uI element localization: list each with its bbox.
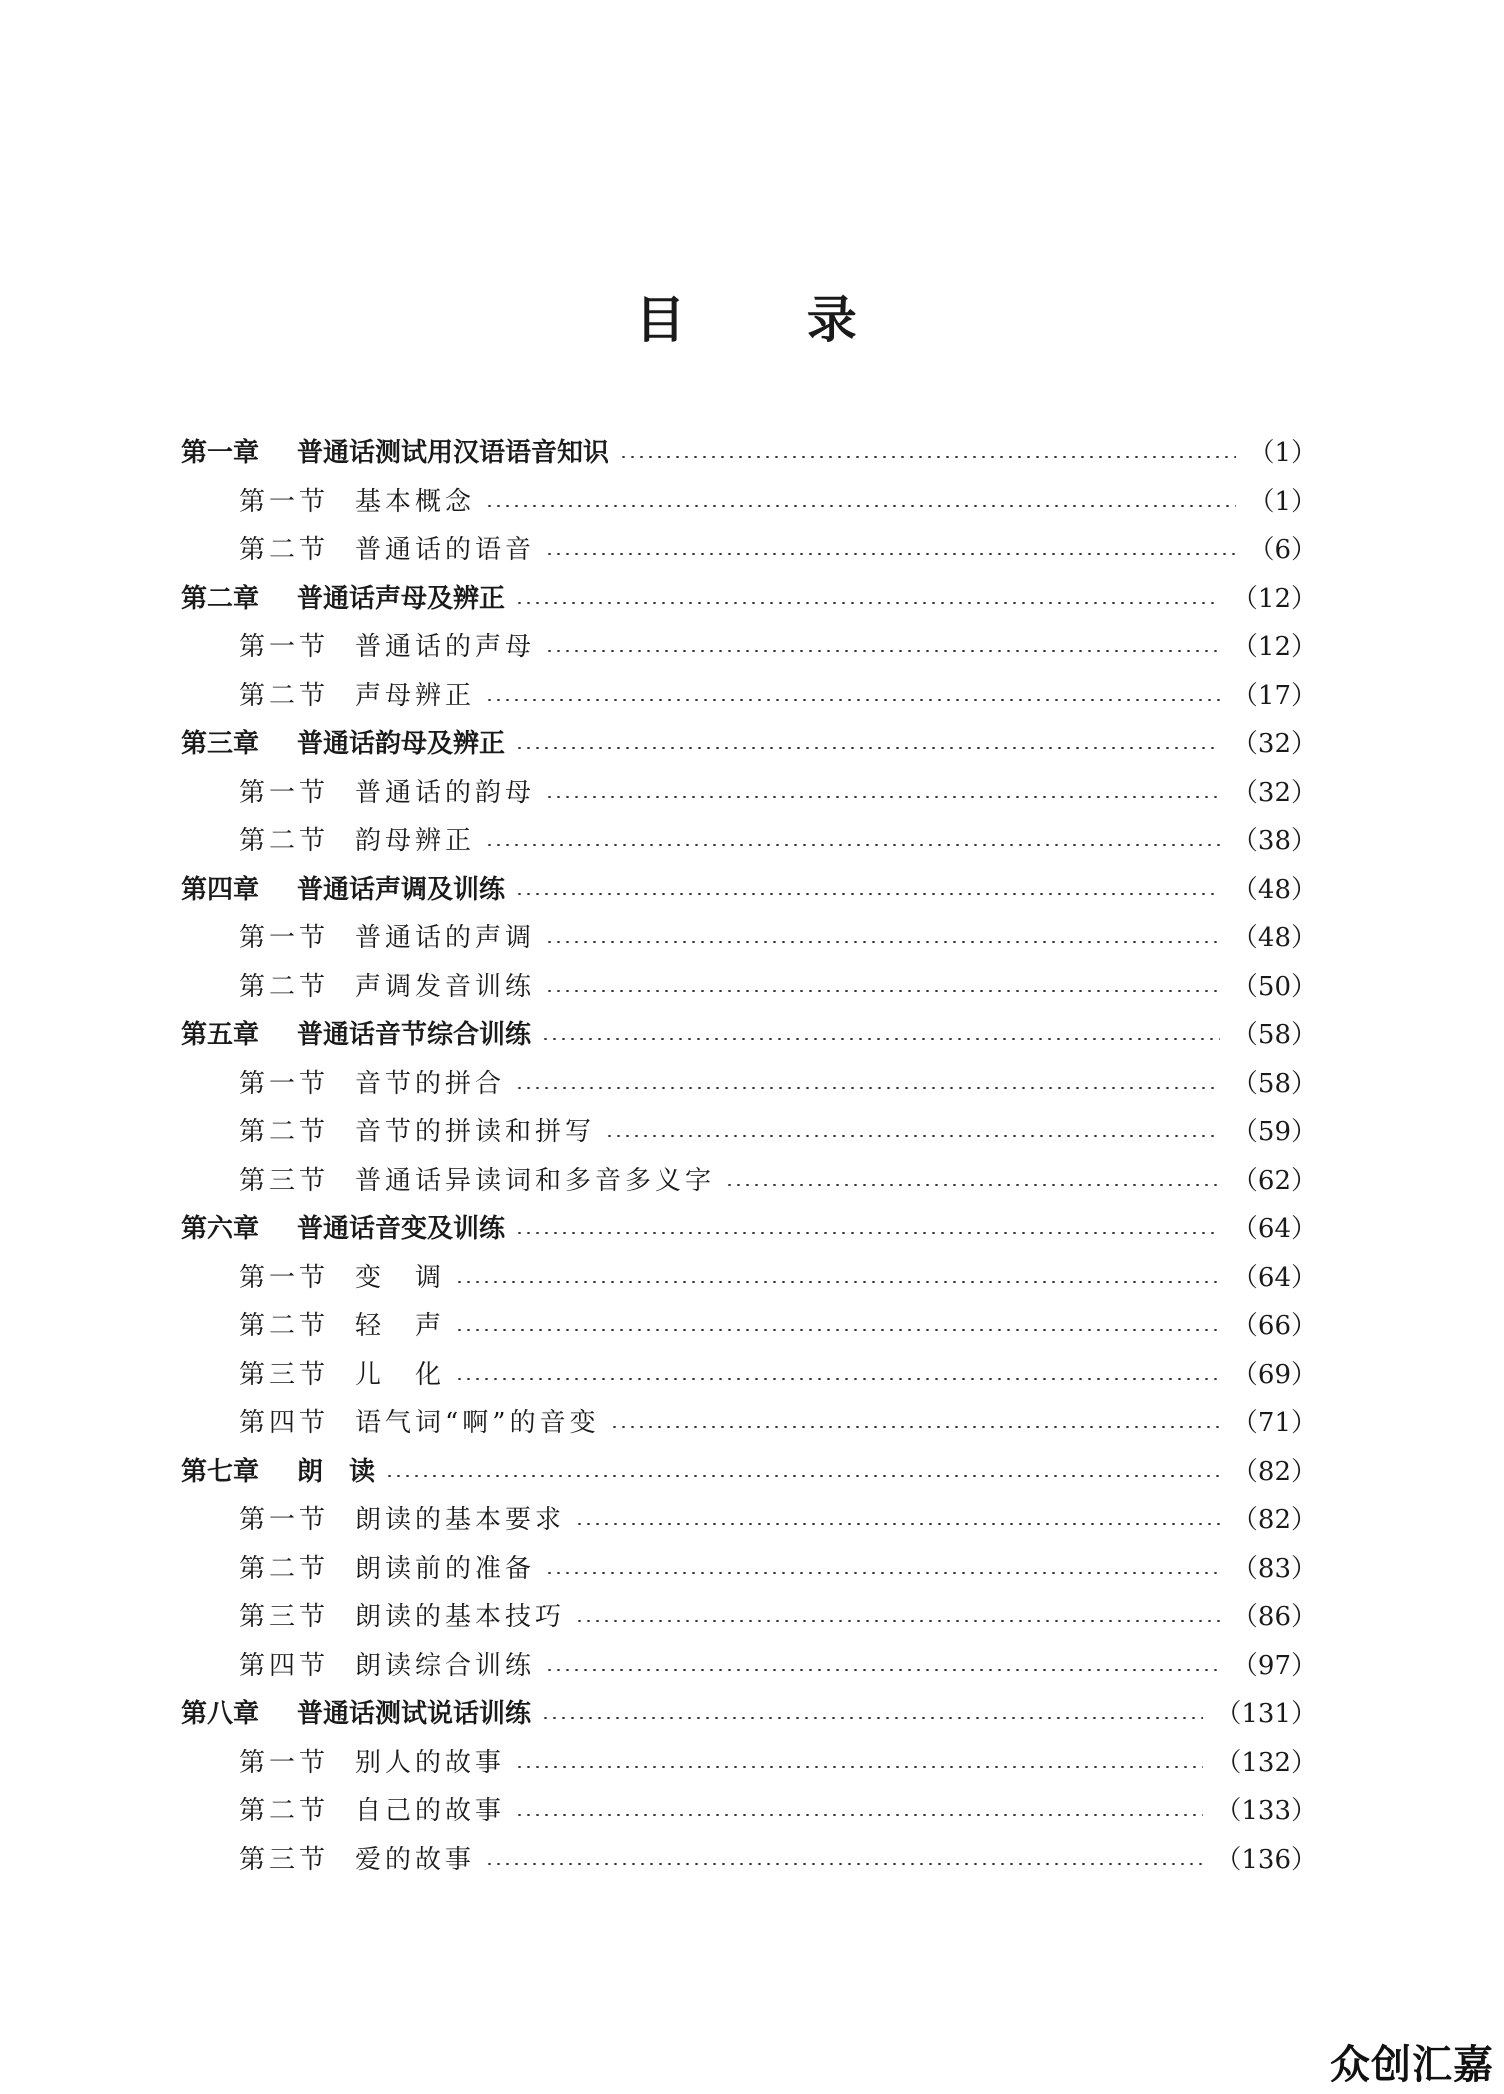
toc-section-entry[interactable] (181, 914, 1317, 963)
toc-page-number: （71） (1231, 1408, 1317, 1439)
dot-leader (545, 990, 1220, 992)
toc-entry-number: 第二节 (239, 971, 330, 1002)
dot-leader (485, 699, 1220, 701)
toc-entry-title: 儿 化 (355, 1359, 446, 1390)
toc-entry-number: 第一节 (239, 777, 330, 808)
toc-entry-number: 第二章 (181, 583, 260, 614)
toc-page-number: （58） (1231, 1020, 1317, 1051)
toc-section-entry[interactable] (181, 1157, 1317, 1206)
toc-entry-title: 韵母辨正 (355, 826, 476, 857)
toc-entry-number: 第四节 (239, 1408, 330, 1439)
dot-leader (515, 1766, 1203, 1768)
toc-entry-number: 第一节 (239, 1505, 330, 1536)
toc-entry-number: 第一节 (239, 923, 330, 954)
toc-entry-title: 声调发音训练 (355, 971, 536, 1002)
toc-page-number: （6） (1248, 535, 1317, 566)
toc-chapter-entry[interactable] (181, 866, 1317, 915)
toc-entry-title: 普通话测试用汉语语音知识 (297, 438, 610, 469)
toc-section-entry[interactable] (181, 1739, 1317, 1788)
toc-page-number: （17） (1231, 680, 1317, 711)
toc-section-entry[interactable] (181, 963, 1317, 1012)
toc-chapter-entry[interactable] (181, 1205, 1317, 1254)
toc-entry-number: 第二节 (239, 535, 330, 566)
dot-leader (515, 747, 1220, 749)
toc-entry-title: 音节的拼读和拼写 (355, 1117, 596, 1148)
toc-page-number: （82） (1231, 1456, 1317, 1487)
dot-leader (515, 1087, 1220, 1089)
toc-entry-title: 自己的故事 (355, 1796, 506, 1827)
toc-entry-title: 普通话声调及训练 (297, 874, 506, 905)
toc-entry-title: 声母辨正 (355, 680, 476, 711)
dot-leader (385, 1475, 1220, 1477)
dot-leader (575, 1523, 1220, 1525)
toc-entry-title: 普通话测试说话训练 (297, 1699, 532, 1730)
toc-page-number: （12） (1231, 632, 1317, 663)
dot-leader (605, 1135, 1220, 1137)
toc-page-number: （32） (1231, 729, 1317, 760)
toc-page-number: （136） (1215, 1844, 1317, 1875)
toc-page-number: （83） (1231, 1553, 1317, 1584)
toc-entry-title: 音节的拼合 (355, 1068, 506, 1099)
toc-entry-number: 第一节 (239, 1747, 330, 1778)
dot-leader (455, 1378, 1220, 1380)
toc-entry-title: 基本概念 (355, 486, 476, 517)
dot-leader (545, 1669, 1220, 1671)
toc-page-number: （38） (1231, 826, 1317, 857)
toc-section-entry[interactable] (181, 817, 1317, 866)
toc-page-number: （62） (1231, 1165, 1317, 1196)
toc-section-entry[interactable] (181, 1254, 1317, 1303)
toc-entry-number: 第七章 (181, 1456, 260, 1487)
toc-entry-title: 朗 读 (297, 1456, 376, 1487)
toc-page-number: （131） (1215, 1699, 1317, 1730)
toc-entry-title: 普通话异读词和多音多义字 (355, 1165, 716, 1196)
toc-section-entry[interactable] (181, 478, 1317, 527)
toc-entry-number: 第一章 (181, 438, 260, 469)
dot-leader (575, 1620, 1220, 1622)
dot-leader (619, 456, 1236, 458)
toc-entry-title: 爱的故事 (355, 1844, 476, 1875)
toc-page-number: （133） (1215, 1796, 1317, 1827)
toc-page-number: （132） (1215, 1747, 1317, 1778)
toc-section-entry[interactable] (181, 1642, 1317, 1691)
toc-section-entry[interactable] (181, 1787, 1317, 1836)
toc-entry-number: 第三节 (239, 1165, 330, 1196)
toc-section-entry[interactable] (181, 1108, 1317, 1157)
toc-entry-number: 第二节 (239, 826, 330, 857)
toc-entry-title: 变 调 (355, 1262, 446, 1293)
toc-entry-number: 第三节 (239, 1844, 330, 1875)
page-title: 目 录 (635, 290, 909, 349)
dot-leader (545, 796, 1220, 798)
toc-entry-number: 第二节 (239, 1553, 330, 1584)
toc-chapter-entry[interactable] (181, 1690, 1317, 1739)
toc-page-number: （64） (1231, 1214, 1317, 1245)
toc-section-entry[interactable] (181, 623, 1317, 672)
dot-leader (541, 1038, 1220, 1040)
toc-entry-number: 第一节 (239, 486, 330, 517)
toc-entry-number: 第四章 (181, 874, 260, 905)
dot-leader (545, 1572, 1220, 1574)
toc-entry-title: 语气词“啊”的音变 (355, 1408, 600, 1439)
toc-section-entry[interactable] (181, 1351, 1317, 1400)
toc-entry-number: 第六章 (181, 1214, 260, 1245)
toc-entry-title: 普通话的声母 (355, 632, 536, 663)
toc-page-number: （12） (1231, 583, 1317, 614)
toc-page-number: （48） (1231, 923, 1317, 954)
toc-entry-number: 第三章 (181, 729, 260, 760)
dot-leader (515, 893, 1220, 895)
toc-entry-title: 朗读的基本技巧 (355, 1602, 566, 1633)
dot-leader (515, 1814, 1203, 1816)
toc-entry-title: 别人的故事 (355, 1747, 506, 1778)
toc-entry-title: 朗读综合训练 (355, 1650, 536, 1681)
toc-section-entry[interactable] (181, 1545, 1317, 1594)
toc-page-number: （97） (1231, 1650, 1317, 1681)
toc-entry-title: 朗读的基本要求 (355, 1505, 566, 1536)
watermark-logo: 众创汇嘉 (1330, 2042, 1494, 2088)
toc-entry-number: 第八章 (181, 1699, 260, 1730)
toc-page-number: （64） (1231, 1262, 1317, 1293)
toc-entry-number: 第二节 (239, 1117, 330, 1148)
toc-entry-number: 第一节 (239, 1262, 330, 1293)
toc-section-entry[interactable] (181, 1399, 1317, 1448)
dot-leader (515, 602, 1220, 604)
toc-entry-title: 普通话的声调 (355, 923, 536, 954)
toc-chapter-entry[interactable] (181, 575, 1317, 624)
toc-entry-number: 第三节 (239, 1359, 330, 1390)
dot-leader (545, 941, 1220, 943)
toc-page-number: （69） (1231, 1359, 1317, 1390)
dot-leader (541, 1717, 1203, 1719)
toc-page-number: （1） (1248, 438, 1317, 469)
toc-chapter-entry[interactable] (181, 429, 1317, 478)
dot-leader (485, 844, 1220, 846)
toc-page-number: （82） (1231, 1505, 1317, 1536)
toc-entry-number: 第四节 (239, 1650, 330, 1681)
toc-page-number: （1） (1248, 486, 1317, 517)
toc-entry-title: 普通话音节综合训练 (297, 1020, 532, 1051)
dot-leader (610, 1426, 1220, 1428)
dot-leader (455, 1329, 1220, 1331)
toc-chapter-entry[interactable] (181, 1448, 1317, 1497)
dot-leader (725, 1184, 1220, 1186)
toc-page-number: （50） (1231, 971, 1317, 1002)
toc-entry-number: 第五章 (181, 1020, 260, 1051)
dot-leader (545, 650, 1220, 652)
toc-page-number: （48） (1231, 874, 1317, 905)
table-of-contents (181, 429, 1317, 1884)
dot-leader (545, 553, 1236, 555)
toc-page-number: （86） (1231, 1602, 1317, 1633)
dot-leader (455, 1281, 1220, 1283)
toc-section-entry[interactable] (181, 1593, 1317, 1642)
toc-entry-number: 第一节 (239, 632, 330, 663)
toc-section-entry[interactable] (181, 1060, 1317, 1109)
toc-chapter-entry[interactable] (181, 1011, 1317, 1060)
toc-page-number: （58） (1231, 1068, 1317, 1099)
toc-entry-title: 普通话的语音 (355, 535, 536, 566)
toc-chapter-entry[interactable] (181, 720, 1317, 769)
toc-entry-title: 普通话声母及辨正 (297, 583, 506, 614)
toc-entry-number: 第二节 (239, 680, 330, 711)
toc-entry-number: 第二节 (239, 1796, 330, 1827)
dot-leader (485, 505, 1236, 507)
toc-entry-title: 朗读前的准备 (355, 1553, 536, 1584)
toc-section-entry[interactable] (181, 672, 1317, 721)
toc-entry-title: 普通话的韵母 (355, 777, 536, 808)
dot-leader (515, 1232, 1220, 1234)
toc-section-entry[interactable] (181, 1302, 1317, 1351)
toc-entry-number: 第二节 (239, 1311, 330, 1342)
toc-entry-number: 第三节 (239, 1602, 330, 1633)
toc-section-entry[interactable] (181, 526, 1317, 575)
toc-page-number: （66） (1231, 1311, 1317, 1342)
toc-section-entry[interactable] (181, 769, 1317, 818)
dot-leader (485, 1863, 1203, 1865)
toc-section-entry[interactable] (181, 1496, 1317, 1545)
toc-entry-title: 轻 声 (355, 1311, 446, 1342)
toc-page-number: （59） (1231, 1117, 1317, 1148)
toc-entry-title: 普通话音变及训练 (297, 1214, 506, 1245)
toc-page-number: （32） (1231, 777, 1317, 808)
toc-entry-number: 第一节 (239, 1068, 330, 1099)
toc-entry-title: 普通话韵母及辨正 (297, 729, 506, 760)
toc-section-entry[interactable] (181, 1836, 1317, 1885)
